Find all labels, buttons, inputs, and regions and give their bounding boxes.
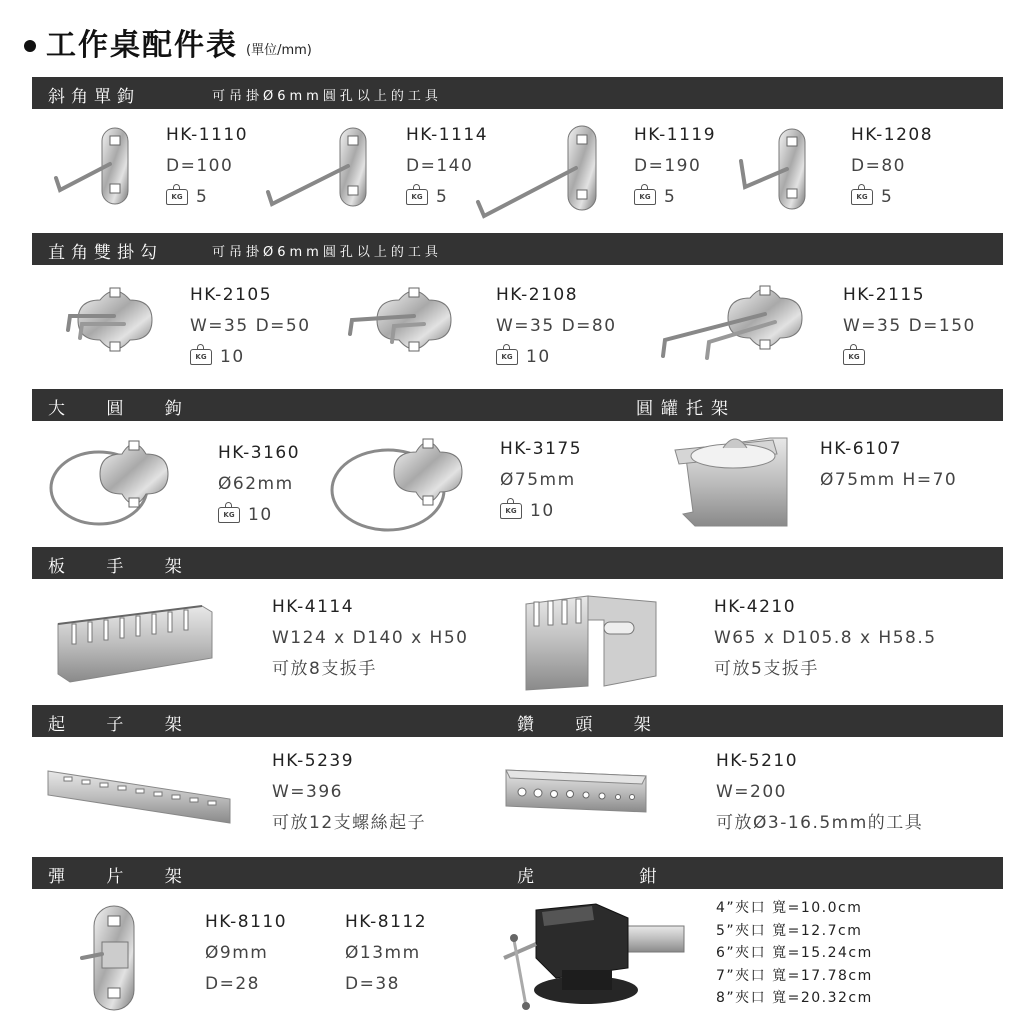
can-holder-hk6107-image: [665, 430, 795, 530]
section-note: 可吊掛Ø6mm圓孔以上的工具: [212, 89, 442, 104]
item-hk8112: [345, 907, 427, 1000]
bullet-dot: [24, 40, 36, 52]
hook-hk1114-image: [260, 122, 380, 217]
item-code: HK-1110: [166, 125, 249, 145]
item-dimension: Ø62mm: [218, 474, 294, 494]
kg-weight-icon: KG: [218, 507, 240, 523]
item-code: HK-3160: [218, 443, 301, 463]
item-code: HK-2105: [190, 285, 273, 305]
item-dimension: W=396: [272, 782, 344, 802]
double-hook-hk2108-image: [344, 280, 469, 360]
item-load: KG 10: [496, 342, 617, 373]
ring-hook-hk3160-image: [44, 430, 194, 540]
section-label-vise: 虎 鉗: [517, 867, 707, 887]
item-code: HK-6107: [820, 439, 903, 459]
double-hook-hk2105-image: [60, 280, 170, 360]
item-dimension: W65 x D105.8 x H58.5: [714, 628, 937, 648]
kg-weight-icon: KG: [166, 189, 188, 205]
section-label: 大 圓 鉤: [48, 399, 200, 419]
wrench-rack-hk4210-image: [520, 590, 665, 695]
item-dimension: W=35 D=80: [496, 316, 617, 336]
item-code: HK-1208: [851, 125, 934, 145]
item-dimension: D=100: [166, 156, 234, 176]
item-code: HK-1114: [406, 125, 489, 145]
item-hk4114: [272, 592, 468, 685]
item-hk8110: [205, 907, 287, 1000]
item-code: HK-2108: [496, 285, 579, 305]
item-hk4210: [714, 592, 937, 685]
item-dimension: Ø13mm: [345, 943, 421, 963]
item-code: HK-8110: [205, 912, 288, 932]
item-hk1119: [634, 120, 716, 213]
item-hk5210: [716, 746, 923, 839]
item-code: HK-8112: [345, 912, 428, 932]
unit-note: (單位/mm): [246, 43, 312, 58]
section-bar-ring: [32, 389, 1003, 421]
item-dimension: Ø9mm: [205, 943, 269, 963]
spring-clip-hk8110-image: [76, 902, 146, 1014]
screwdriver-rack-hk5239-image: [44, 765, 234, 830]
item-hk1114: [406, 120, 488, 213]
item-dimension: Ø75mm: [500, 470, 576, 490]
item-dimension: D=190: [634, 156, 702, 176]
page-title: 工作桌配件表: [46, 28, 238, 63]
vise-spec: 6”夾口 寬=15.24cm: [716, 945, 873, 961]
item-load: KG 10: [190, 342, 311, 373]
item-load: KG 5: [851, 182, 933, 213]
section-bar-wrench: [32, 547, 1003, 579]
item-note: 可放Ø3-16.5mm的工具: [716, 813, 924, 833]
item-dimension: W124 x D140 x H50: [272, 628, 469, 648]
item-code: HK-4114: [272, 597, 355, 617]
kg-weight-icon: KG: [190, 349, 212, 365]
section-label: 板 手 架: [48, 557, 200, 577]
kg-weight-icon: KG: [634, 189, 656, 205]
kg-weight-icon: KG: [500, 503, 522, 519]
hook-hk1208-image: [735, 125, 815, 215]
section-note: 可吊掛Ø6mm圓孔以上的工具: [212, 245, 442, 260]
item-hk1208: [851, 120, 933, 213]
item-depth: D=38: [345, 974, 400, 994]
kg-weight-icon: KG: [851, 189, 873, 205]
item-dimension: D=140: [406, 156, 474, 176]
kg-weight-icon: KG: [406, 189, 428, 205]
item-load: KG 5: [166, 182, 248, 213]
item-code: HK-5239: [272, 751, 355, 771]
ring-hook-hk3175-image: [328, 428, 483, 538]
kg-weight-icon: KG: [843, 349, 865, 365]
item-load: KG 5: [634, 182, 716, 213]
section-bar-right-hooks: [32, 233, 1003, 265]
section-bar-spring: [32, 857, 1003, 889]
vise-spec: 5”夾口 寬=12.7cm: [716, 922, 863, 939]
item-dimension: W=200: [716, 782, 788, 802]
item-dimension: D=80: [851, 156, 906, 176]
item-code: HK-5210: [716, 751, 799, 771]
item-note: 可放5支扳手: [714, 659, 819, 679]
item-hk2115: [843, 280, 976, 373]
section-label-drill: 鑽 頭 架: [517, 715, 669, 735]
item-code: HK-3175: [500, 439, 583, 459]
hook-hk1110-image: [50, 122, 140, 212]
item-note: 可放8支扳手: [272, 659, 377, 679]
kg-weight-icon: KG: [496, 349, 518, 365]
vise-spec: 8”夾口 寬=20.32cm: [716, 990, 873, 1006]
item-code: HK-1119: [634, 125, 717, 145]
section-label: 直角雙掛勾: [48, 243, 163, 263]
page-header: [24, 20, 312, 64]
hook-hk1119-image: [470, 122, 610, 222]
item-hk5239: [272, 746, 426, 839]
item-hk2105: [190, 280, 311, 373]
vise-spec: 7”夾口 寬=17.78cm: [716, 967, 873, 984]
vise-spec: 4”夾口 寬=10.0cm: [716, 900, 863, 916]
section-label-can: 圓罐托架: [636, 399, 736, 419]
vise-spec-list: [716, 897, 873, 1010]
section-label: 斜角單鉤: [48, 87, 140, 107]
item-hk3175: [500, 434, 582, 527]
bench-vise-image: [496, 898, 691, 1014]
item-dimension: Ø75mm H=70: [820, 470, 958, 490]
item-depth: D=28: [205, 974, 260, 994]
item-load: KG 10: [218, 500, 300, 531]
section-label: 彈 片 架: [48, 867, 200, 887]
section-label: 起 子 架: [48, 715, 200, 735]
item-load: KG 5: [406, 182, 488, 213]
item-load: KG 10: [500, 496, 582, 527]
item-code: HK-4210: [714, 597, 797, 617]
drill-rack-hk5210-image: [502, 762, 652, 820]
wrench-rack-hk4114-image: [52, 598, 217, 688]
section-bar-screwdriver: [32, 705, 1003, 737]
item-hk2108: [496, 280, 617, 373]
item-dimension: W=35 D=50: [190, 316, 311, 336]
item-dimension: W=35 D=150: [843, 316, 976, 336]
item-hk3160: [218, 438, 300, 531]
section-bar-angle-hooks: [32, 77, 1003, 109]
item-load: [843, 342, 976, 373]
item-code: HK-2115: [843, 285, 926, 305]
item-hk6107: [820, 434, 957, 496]
item-note: 可放12支螺絲起子: [272, 813, 427, 833]
double-hook-hk2115-image: [655, 278, 815, 363]
item-hk1110: [166, 120, 248, 213]
